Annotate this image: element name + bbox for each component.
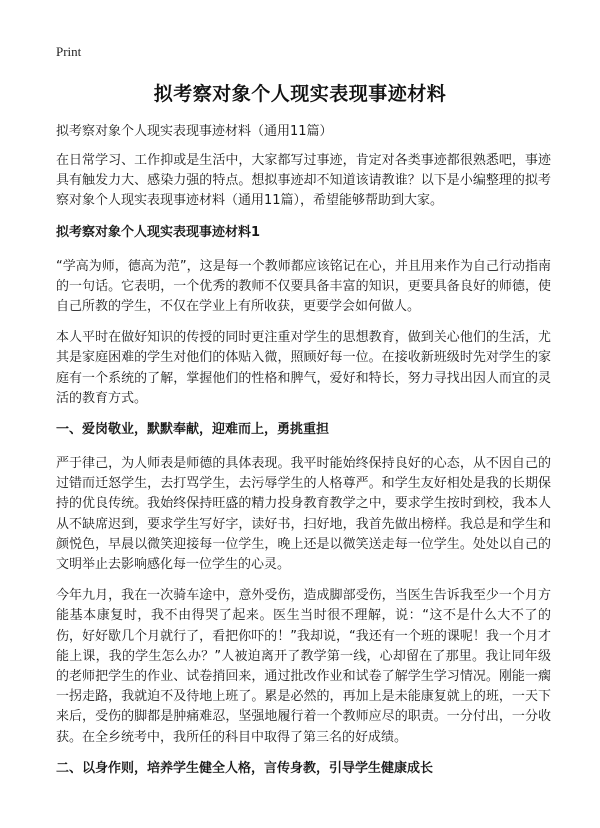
article-subtitle: 拟考察对象个人现实表现事迹材料（通用11篇）: [56, 124, 333, 139]
paragraph-2: 本人平时在做好知识的传授的同时更注重对学生的思想教育，做到关心他们的生活，尤其是家庭困难的学生对他们的体贴入微，照顾好每一位。在接收新班级时先对学生的家庭有一个系统的了解，掌握他们的性格和脾气，爱好和特长，努力寻找出因人而宜的灵活的教育方式。: [56, 330, 551, 406]
paragraph-1: “学高为师，德高为范”，这是每一个教师都应该铭记在心，并且用来作为自己行动指南的一句话。它表明，一个优秀的教师不仅要具备丰富的知识，更要具备良好的师德，使自己所教的学生，不仅在学业上有所收获，更要学会如何做人。: [56, 258, 551, 315]
section-2-heading: 二、以身作则，培养学生健全人格，言传身教，引导学生健康成长: [56, 760, 434, 776]
section-1-heading: 一、爱岗敬业，默默奉献，迎难而上，勇挑重担: [56, 422, 330, 438]
paragraph-4: 今年九月，我在一次骑车途中，意外受伤，造成脚部受伤，当医生告诉我至少一个月方能基本康复时，我不由得哭了起来。医生当时很不理解，说：“这不是什么大不了的伤，好好歇几个月就行了，看把你吓的！”我却说，“我还有一个班的课呢！我一个月才能上课，我的学生怎么办？”人被迫离开了教学第一线，心却留在了那里。我让同年级的老师把学生的作业、试卷捎回来，通过批改作业和试卷了解学生学习情况。刚能一瘸一拐走路，我就迫不及待地上班了。累是必然的，再加上是未能康复就上的班，一天下来后，受伤的脚都是肿痛难忍，坚强地履行着一个教师应尽的职责。一分付出，一分收获。在全乡统考中，我所任的科目中取得了第三名的好成绩。: [56, 588, 551, 745]
paragraph-3: 严于律己，为人师表是师德的具体表现。我平时能始终保持良好的心态，从不因自己的过错而迁怒学生，去打骂学生，去污辱学生的人格尊严。和学生友好相处是我的长期保持的优良传统。我始终保持旺盛的精力投身教育教学之中，要求学生按时到校，我本人从不缺席迟到，要求学生写好字，读好书，扫好地，我首先做出榜样。我总是和学生和颜悦色，早晨以微笑迎接每一位学生，晚上还是以微笑送走每一位学生。处处以自己的文明举止去影响感化每一位学生的心灵。: [56, 456, 551, 573]
print-link[interactable]: Print: [56, 44, 82, 59]
intro-paragraph: 在日常学习、工作抑或是生活中，大家都写过事迹，肯定对各类事迹都很熟悉吧，事迹具有触发力大、感染力强的特点。想拟事迹却不知道该请教谁？以下是小编整理的拟考察对象个人现实表现事迹材料（通用11篇），希望能够帮助到大家。: [56, 153, 551, 209]
article-body: [56, 122, 551, 793]
page-title: 拟考察对象个人现实表现事迹材料: [153, 83, 447, 105]
article-heading: 拟考察对象个人现实表现事迹材料1: [56, 224, 261, 240]
